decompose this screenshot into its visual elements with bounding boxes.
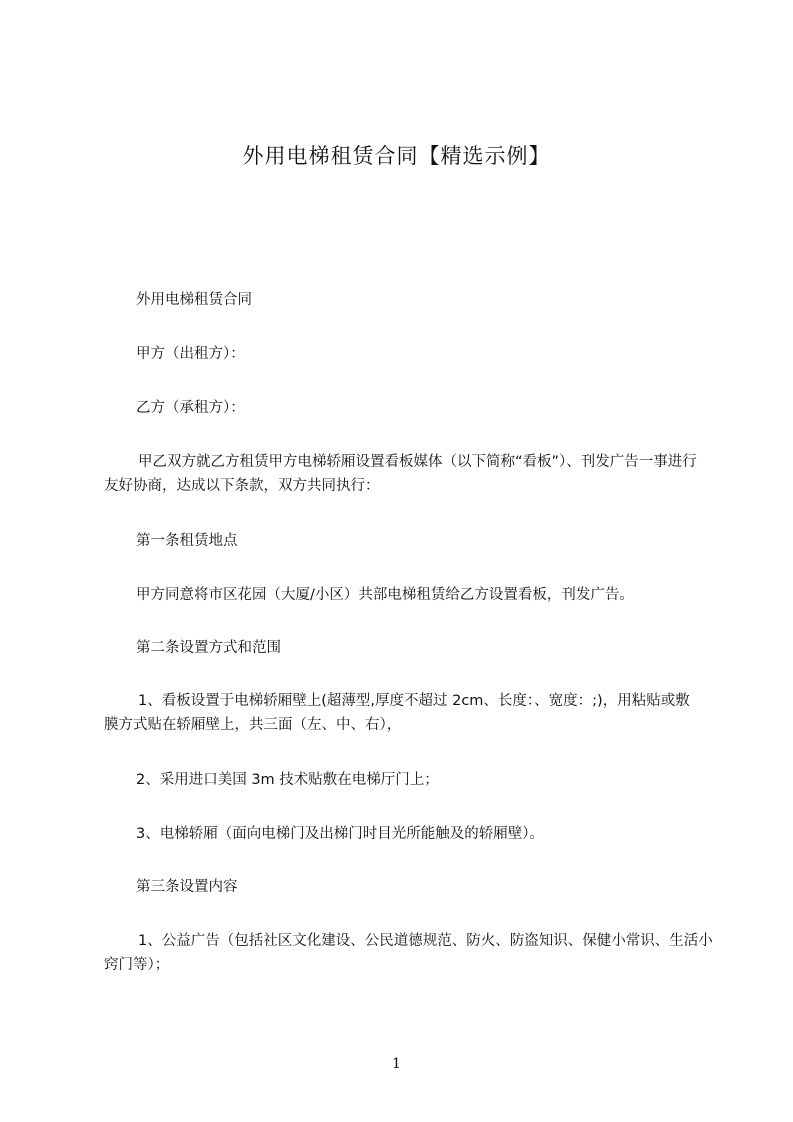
paragraph-article-3-item-1: 1、公益广告（包括社区文化建设、公民道德规范、防火、防盗知识、保健小常识、生活小窍门等）； [104,933,713,973]
paragraph-article-2-item-3: 3、电梯轿厢（面向电梯门及出梯门时目光所能触及的轿厢壁）。 [136,826,544,842]
paragraph-contract-name: 外用电梯租赁合同 [136,292,252,308]
paragraph-party-b: 乙方（承租方）： [136,400,245,416]
page-number: 1 [392,1056,401,1072]
paragraph-article-2-item-2: 2、采用进口美国 3m 技术贴敷在电梯厅门上； [136,772,439,788]
paragraph-article-2-heading: 第二条设置方式和范围 [136,640,281,656]
paragraph-article-3-heading: 第三条设置内容 [136,879,238,895]
paragraph-article-2-item-1: 1、看板设置于电梯轿厢壁上(超薄型,厚度不超过 2cm、长度：、宽度：;)，用粘贴或敷膜方式贴在轿厢壁上，共三面（左、中、右）， [104,693,690,733]
document-title: 外用电梯租赁合同【精选示例】 [242,144,551,168]
paragraph-party-a: 甲方（出租方）： [136,346,245,362]
paragraph-article-1-heading: 第一条租赁地点 [136,533,238,549]
paragraph-preamble: 甲乙双方就乙方租赁甲方电梯轿厢设置看板媒体（以下简称“看板”）、刊发广告一事进行友好协商，达成以下条款，双方共同执行： [104,454,697,494]
paragraph-article-1-body: 甲方同意将市区花园（大厦/小区）共部电梯租赁给乙方设置看板，刊发广告。 [136,587,634,603]
